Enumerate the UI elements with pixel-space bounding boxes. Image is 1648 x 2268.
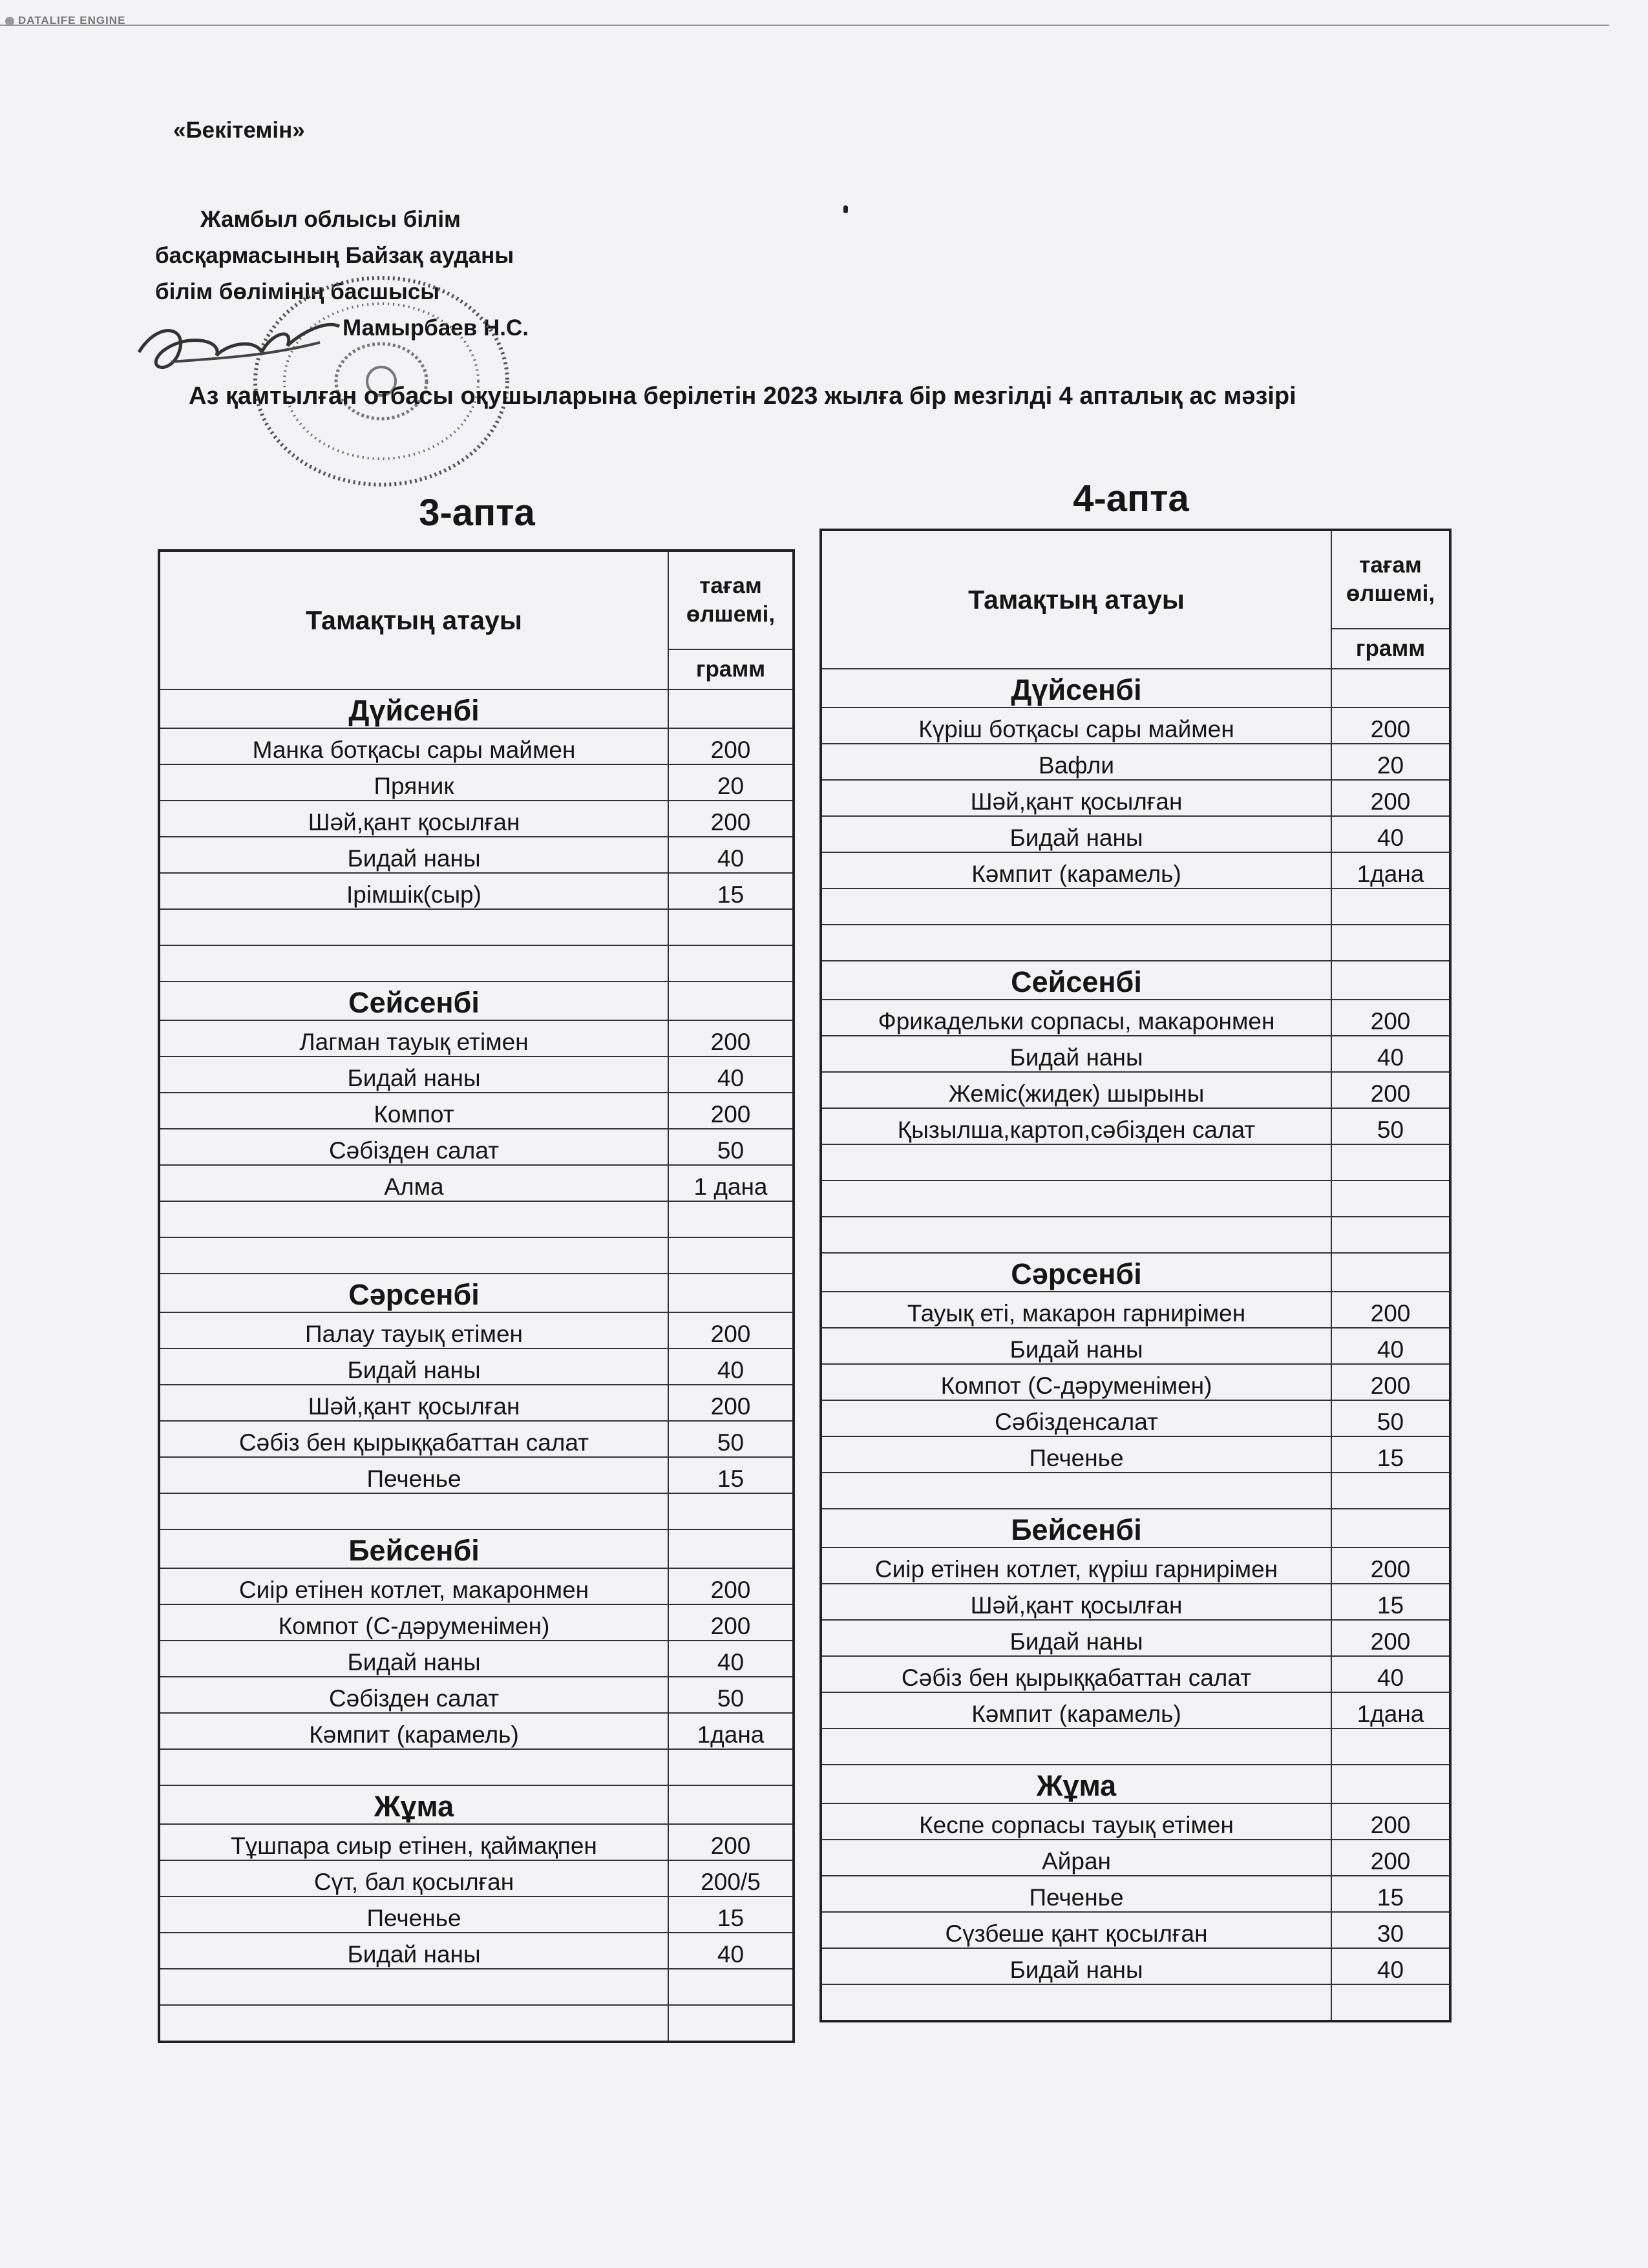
dish-name: Сәбізден салат — [159, 1677, 668, 1713]
dish-quantity: 200 — [1331, 1000, 1450, 1036]
table-row — [159, 1969, 794, 2005]
dish-name — [159, 1749, 668, 1785]
table-row — [821, 1436, 1450, 1473]
table-row — [159, 945, 794, 982]
table-row — [159, 1165, 794, 1201]
dish-quantity: 40 — [1331, 1036, 1450, 1072]
dish-quantity: 40 — [1331, 1948, 1450, 1984]
table-row — [821, 1803, 1450, 1840]
day-qty-cell — [1331, 669, 1450, 708]
week4-title: 4-апта — [1073, 478, 1189, 520]
week3-menu-table — [158, 549, 795, 2043]
dish-quantity — [1331, 888, 1450, 925]
name-column-header: Тамақтың атауы — [159, 551, 668, 689]
day-name: Сейсенбі — [821, 961, 1331, 1000]
dish-name — [821, 1728, 1331, 1765]
dish-quantity: 15 — [1331, 1876, 1450, 1912]
approval-label: «Бекітемін» — [173, 118, 305, 143]
dish-name — [159, 1493, 668, 1529]
dish-quantity — [668, 2005, 794, 2042]
table-row — [821, 852, 1450, 888]
dish-name: Қызылша,картоп,сәбізден салат — [821, 1108, 1331, 1144]
dish-name: Сәбізденсалат — [821, 1400, 1331, 1436]
dish-quantity: 200 — [1331, 708, 1450, 744]
dish-quantity — [668, 1969, 794, 2005]
week3-title: 3-апта — [419, 492, 535, 534]
gram-column-header: грамм — [668, 649, 794, 689]
dish-name: Печенье — [821, 1876, 1331, 1912]
table-row — [821, 744, 1450, 780]
table-row — [821, 1108, 1450, 1144]
dish-name — [821, 1473, 1331, 1509]
dish-name: Шәй,қант қосылған — [159, 1385, 668, 1421]
dish-name: Сәбіз бен қырыққабаттан салат — [821, 1656, 1331, 1692]
dish-quantity: 200 — [1331, 1620, 1450, 1656]
dish-quantity — [1331, 1217, 1450, 1253]
day-qty-cell — [668, 1274, 794, 1312]
dish-quantity — [1331, 1984, 1450, 2021]
dish-quantity: 200 — [1331, 1072, 1450, 1108]
name-column-header: Тамақтың атауы — [821, 530, 1331, 669]
day-row — [159, 982, 794, 1020]
dish-name: Ірімшік(сыр) — [159, 873, 668, 909]
unit-header-line: өлшемі, — [686, 602, 776, 627]
day-row — [159, 689, 794, 728]
table-row — [821, 1692, 1450, 1728]
dish-name: Жеміс(жидек) шырыны — [821, 1072, 1331, 1108]
table-row — [821, 816, 1450, 852]
dish-quantity: 20 — [668, 764, 794, 801]
dish-quantity: 1 дана — [668, 1165, 794, 1201]
day-name: Жұма — [821, 1765, 1331, 1803]
approver-line: білім бөлімінің басшысы — [155, 279, 440, 304]
dish-name — [821, 925, 1331, 961]
ink-dot — [843, 205, 848, 213]
dish-name: Бидай наны — [821, 1328, 1331, 1364]
dish-quantity: 40 — [668, 1349, 794, 1385]
document-title: Аз қамтылған отбасы оқушыларына берілетін 2023 жылға бір мезгілді 4 апталық ас мәзірі — [189, 383, 1296, 410]
dish-quantity: 15 — [668, 1896, 794, 1933]
dish-name: Сиір етінен котлет, күріш гарнирімен — [821, 1548, 1331, 1584]
table-row — [159, 1129, 794, 1165]
dish-quantity: 200 — [668, 1604, 794, 1641]
dish-quantity: 40 — [1331, 1328, 1450, 1364]
dish-name: Бидай наны — [159, 1056, 668, 1093]
dish-name: Компот (С-дәруменімен) — [821, 1364, 1331, 1400]
table-row — [159, 1349, 794, 1385]
dish-name: Бидай наны — [159, 1933, 668, 1969]
table-row — [159, 1860, 794, 1896]
table-row — [821, 1876, 1450, 1912]
table-row — [821, 1000, 1450, 1036]
dish-name: Сиір етінен котлет, макаронмен — [159, 1568, 668, 1604]
table-row — [159, 1093, 794, 1129]
day-row — [159, 1274, 794, 1312]
dish-name — [159, 2005, 668, 2042]
dish-quantity: 30 — [1331, 1912, 1450, 1948]
table-row — [821, 708, 1450, 744]
dish-quantity: 200 — [668, 728, 794, 764]
table-row — [821, 1948, 1450, 1984]
day-row — [821, 1253, 1450, 1292]
dish-name: Айран — [821, 1840, 1331, 1876]
dish-quantity: 200 — [668, 1020, 794, 1056]
dish-quantity — [668, 1237, 794, 1274]
dish-name: Бидай наны — [821, 1620, 1331, 1656]
signature-icon — [132, 307, 346, 384]
dish-quantity: 40 — [668, 1056, 794, 1093]
dish-name — [821, 888, 1331, 925]
day-qty-cell — [668, 1529, 794, 1568]
dish-name: Пряник — [159, 764, 668, 801]
table-row — [159, 909, 794, 945]
dish-quantity: 200 — [668, 1568, 794, 1604]
dish-quantity: 200 — [668, 801, 794, 837]
dish-name: Тауық еті, макарон гарнирімен — [821, 1292, 1331, 1328]
dish-quantity: 200/5 — [668, 1860, 794, 1896]
table-row — [159, 1421, 794, 1457]
table-row — [821, 1181, 1450, 1217]
table-row — [159, 1201, 794, 1237]
dish-quantity — [668, 1201, 794, 1237]
dish-name — [159, 1969, 668, 2005]
dish-name: Кеспе сорпасы тауық етімен — [821, 1803, 1331, 1840]
dish-quantity: 40 — [668, 1933, 794, 1969]
table-row — [821, 1292, 1450, 1328]
gram-column-header: грамм — [1331, 629, 1450, 669]
dish-name: Компот (С-дәруменімен) — [159, 1604, 668, 1641]
dish-quantity: 50 — [668, 1129, 794, 1165]
table-row — [821, 1328, 1450, 1364]
dish-name: Сүзбеше қант қосылған — [821, 1912, 1331, 1948]
day-name: Жұма — [159, 1785, 668, 1824]
table-row — [821, 1400, 1450, 1436]
dish-name — [159, 1201, 668, 1237]
day-qty-cell — [668, 982, 794, 1020]
dish-name: Сүт, бал қосылған — [159, 1860, 668, 1896]
dish-name: Шәй,қант қосылған — [159, 801, 668, 837]
dish-name: Шәй,қант қосылған — [821, 1584, 1331, 1620]
table-row — [159, 1604, 794, 1641]
table-row — [159, 837, 794, 873]
day-name: Дүйсенбі — [159, 689, 668, 728]
table-row — [159, 801, 794, 837]
dish-quantity — [668, 1749, 794, 1785]
table-row — [159, 1641, 794, 1677]
approver-line: Жамбыл облысы білім — [200, 207, 461, 232]
dish-name — [821, 1144, 1331, 1181]
dish-quantity: 20 — [1331, 744, 1450, 780]
dish-quantity: 15 — [1331, 1584, 1450, 1620]
table-row — [821, 1728, 1450, 1765]
day-row — [159, 1785, 794, 1824]
table-row — [159, 1749, 794, 1785]
table-row — [821, 1036, 1450, 1072]
dish-name: Бидай наны — [821, 1036, 1331, 1072]
table-row — [159, 728, 794, 764]
day-name: Бейсенбі — [159, 1529, 668, 1568]
dish-quantity — [668, 1493, 794, 1529]
dish-quantity: 200 — [668, 1312, 794, 1349]
dish-name: Компот — [159, 1093, 668, 1129]
unit-header-line: тағам — [1359, 552, 1422, 578]
dish-name — [821, 1217, 1331, 1253]
table-row — [821, 1548, 1450, 1584]
table-row — [159, 1677, 794, 1713]
dish-quantity: 40 — [668, 1641, 794, 1677]
table-row — [821, 1473, 1450, 1509]
table-row — [159, 1385, 794, 1421]
top-divider — [0, 25, 1609, 26]
table-row — [821, 1620, 1450, 1656]
dish-name: Кәмпит (карамель) — [821, 1692, 1331, 1728]
table-row — [821, 888, 1450, 925]
table-row — [159, 1312, 794, 1349]
dish-name: Сәбіз бен қырыққабаттан салат — [159, 1421, 668, 1457]
dish-quantity: 15 — [1331, 1436, 1450, 1473]
header-row — [821, 530, 1450, 629]
watermark-text: DATALIFE ENGINE — [18, 14, 126, 26]
table-row — [821, 1912, 1450, 1948]
dish-name — [821, 1984, 1331, 2021]
dish-name: Печенье — [159, 1457, 668, 1493]
dish-name: Бидай наны — [159, 1641, 668, 1677]
table-row — [159, 1020, 794, 1056]
unit-header-line: тағам — [699, 573, 762, 598]
dish-quantity: 200 — [668, 1385, 794, 1421]
table-row — [159, 1933, 794, 1969]
day-name: Бейсенбі — [821, 1509, 1331, 1548]
day-row — [821, 1765, 1450, 1803]
dish-name: Кәмпит (карамель) — [821, 852, 1331, 888]
table-row — [821, 1072, 1450, 1108]
dish-name — [159, 909, 668, 945]
dish-quantity: 40 — [1331, 816, 1450, 852]
dish-quantity: 200 — [1331, 1548, 1450, 1584]
dish-name: Палау тауық етімен — [159, 1312, 668, 1349]
dish-name: Печенье — [821, 1436, 1331, 1473]
table-row — [159, 1237, 794, 1274]
dish-name: Күріш ботқасы сары маймен — [821, 708, 1331, 744]
table-row — [159, 873, 794, 909]
dish-quantity: 50 — [668, 1421, 794, 1457]
dish-name: Бидай наны — [159, 837, 668, 873]
dish-quantity — [668, 909, 794, 945]
dish-quantity: 200 — [1331, 780, 1450, 816]
dish-quantity — [1331, 1181, 1450, 1217]
dish-name: Алма — [159, 1165, 668, 1201]
table-row — [821, 1656, 1450, 1692]
dish-name: Манка ботқасы сары маймен — [159, 728, 668, 764]
table-row — [821, 1364, 1450, 1400]
table-row — [821, 925, 1450, 961]
dish-quantity: 50 — [1331, 1108, 1450, 1144]
dish-name: Сәбізден салат — [159, 1129, 668, 1165]
table-row — [821, 1144, 1450, 1181]
dish-name — [159, 945, 668, 982]
table-row — [159, 1493, 794, 1529]
table-row — [159, 1457, 794, 1493]
dish-quantity: 1дана — [1331, 852, 1450, 888]
dish-quantity: 15 — [668, 873, 794, 909]
day-name: Сәрсенбі — [159, 1274, 668, 1312]
dish-quantity: 50 — [1331, 1400, 1450, 1436]
table-row — [821, 1217, 1450, 1253]
day-qty-cell — [668, 689, 794, 728]
dish-quantity — [668, 945, 794, 982]
table-row — [821, 1584, 1450, 1620]
table-row — [159, 1056, 794, 1093]
dish-quantity: 200 — [1331, 1364, 1450, 1400]
unit-header-line: өлшемі, — [1346, 581, 1435, 606]
table-row — [159, 764, 794, 801]
dish-quantity: 15 — [668, 1457, 794, 1493]
table-row — [821, 1840, 1450, 1876]
dish-quantity: 200 — [1331, 1840, 1450, 1876]
dish-name: Кәмпит (карамель) — [159, 1713, 668, 1749]
week4-menu-table — [819, 529, 1452, 2022]
dish-quantity: 1дана — [668, 1713, 794, 1749]
dish-quantity — [1331, 1728, 1450, 1765]
dish-name: Печенье — [159, 1896, 668, 1933]
day-qty-cell — [668, 1785, 794, 1824]
table-row — [159, 1568, 794, 1604]
dish-quantity: 200 — [1331, 1292, 1450, 1328]
dish-quantity: 40 — [668, 837, 794, 873]
unit-column-header — [1331, 530, 1450, 629]
day-row — [821, 961, 1450, 1000]
dish-quantity: 50 — [668, 1677, 794, 1713]
day-row — [821, 1509, 1450, 1548]
table-row — [159, 1824, 794, 1860]
table-row — [821, 1984, 1450, 2021]
dish-quantity: 1дана — [1331, 1692, 1450, 1728]
dish-name: Вафли — [821, 744, 1331, 780]
dish-quantity: 200 — [668, 1093, 794, 1129]
dish-name: Лагман тауық етімен — [159, 1020, 668, 1056]
dish-quantity: 200 — [1331, 1803, 1450, 1840]
day-qty-cell — [1331, 1765, 1450, 1803]
dish-name: Фрикадельки сорпасы, макаронмен — [821, 1000, 1331, 1036]
dish-name: Бидай наны — [159, 1349, 668, 1385]
approver-name: Мамырбаев Н.С. — [343, 315, 529, 341]
table-row — [159, 2005, 794, 2042]
day-row — [821, 669, 1450, 708]
day-row — [159, 1529, 794, 1568]
unit-column-header — [668, 551, 794, 649]
header-row — [159, 551, 794, 649]
dish-quantity: 40 — [1331, 1656, 1450, 1692]
day-qty-cell — [1331, 1253, 1450, 1292]
approver-line: басқармасының Байзақ ауданы — [155, 243, 514, 268]
dish-name — [821, 1181, 1331, 1217]
day-name: Сәрсенбі — [821, 1253, 1331, 1292]
day-qty-cell — [1331, 961, 1450, 1000]
dish-name: Шәй,қант қосылған — [821, 780, 1331, 816]
dish-name — [159, 1237, 668, 1274]
day-qty-cell — [1331, 1509, 1450, 1548]
table-row — [159, 1896, 794, 1933]
dish-name: Тұшпара сиыр етінен, қаймақпен — [159, 1824, 668, 1860]
dish-quantity — [1331, 925, 1450, 961]
table-row — [821, 780, 1450, 816]
dish-quantity: 200 — [668, 1824, 794, 1860]
dish-name: Бидай наны — [821, 816, 1331, 852]
table-row — [159, 1713, 794, 1749]
day-name: Дүйсенбі — [821, 669, 1331, 708]
dish-quantity — [1331, 1473, 1450, 1509]
day-name: Сейсенбі — [159, 982, 668, 1020]
dish-name: Бидай наны — [821, 1948, 1331, 1984]
dish-quantity — [1331, 1144, 1450, 1181]
